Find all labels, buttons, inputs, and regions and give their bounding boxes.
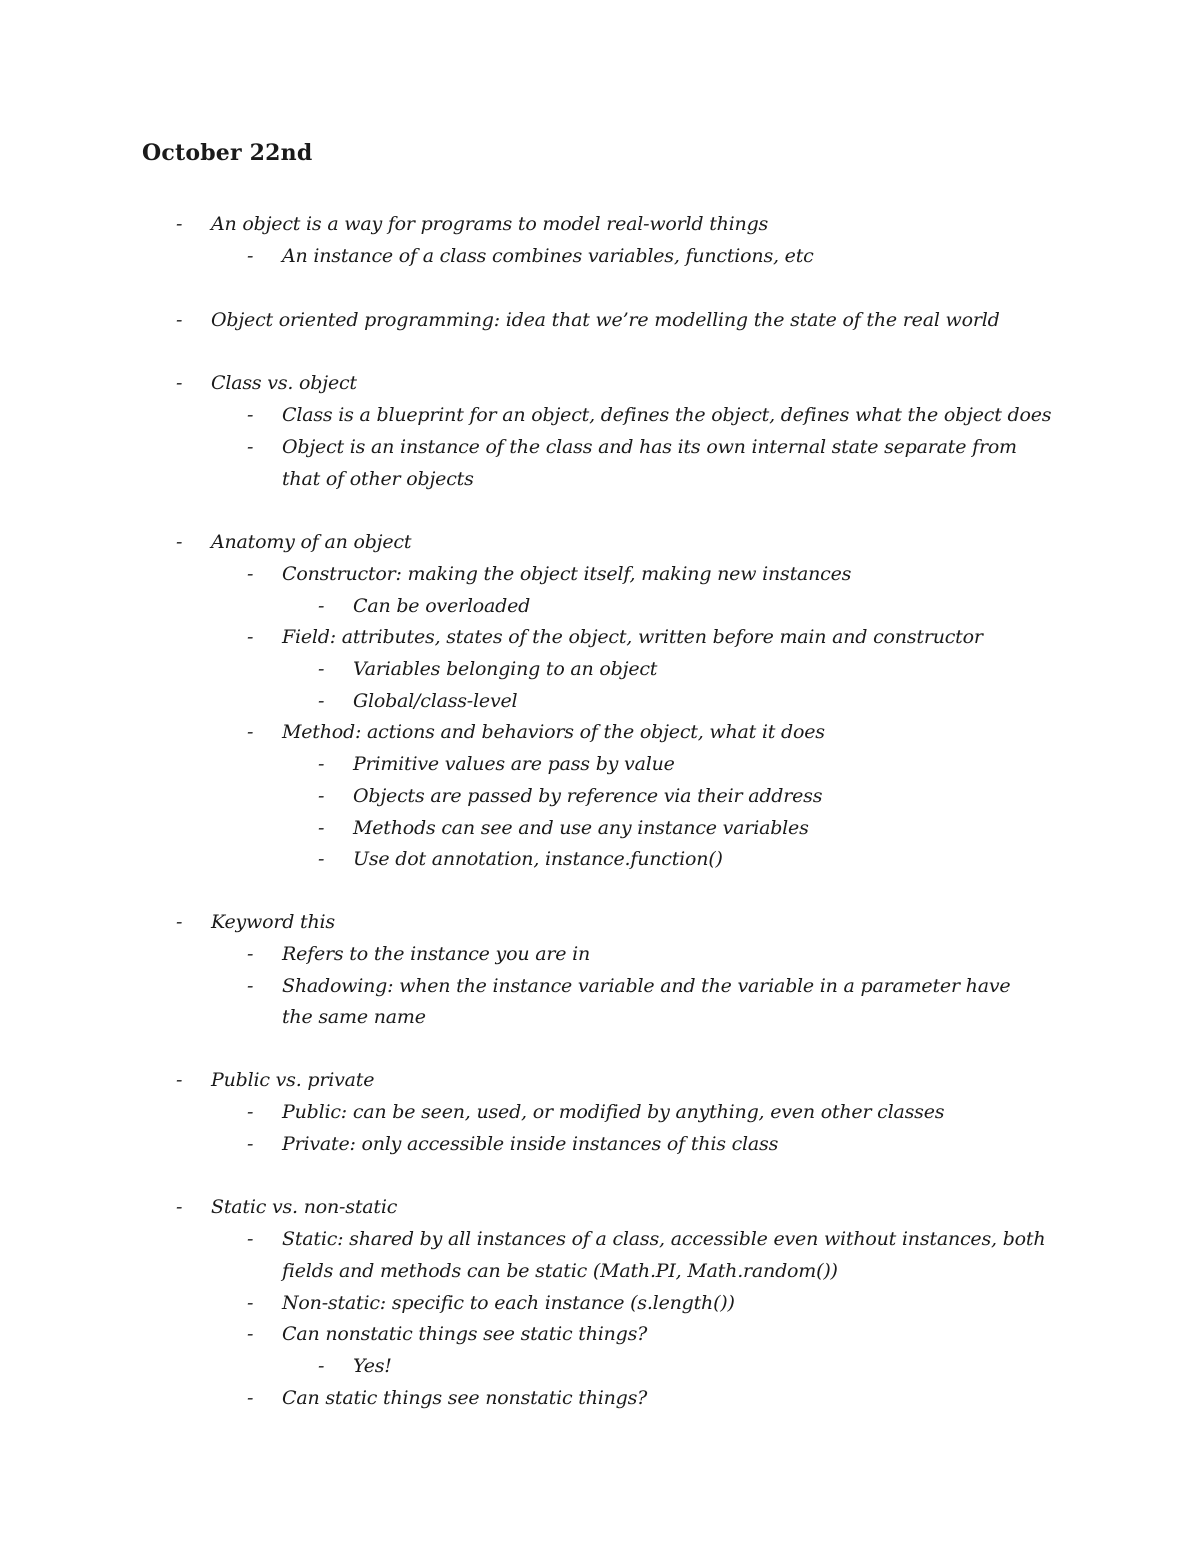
bullet-dash: - xyxy=(318,817,325,839)
bullet-dash: - xyxy=(247,436,254,458)
list-item-text: Keyword this xyxy=(211,911,335,933)
list-item-text: Refers to the instance you are in xyxy=(282,943,591,965)
bullet-dash: - xyxy=(247,943,254,965)
list-item-text: Shadowing: when the instance variable and the variable in a parameter have xyxy=(282,975,1011,997)
list-item-text: Object oriented programming: idea that we’re modelling the state of the real world xyxy=(211,309,1000,331)
bullet-dash: - xyxy=(247,245,254,267)
bullet-dash: - xyxy=(247,626,254,648)
list-item-text: Can be overloaded xyxy=(353,595,531,617)
bullet-dash: - xyxy=(318,1355,325,1377)
list-item-text: Method: actions and behaviors of the object, what it does xyxy=(282,721,825,743)
bullet-dash: - xyxy=(318,785,325,807)
list-item-text: Field: attributes, states of the object, written before main and constructor xyxy=(282,626,983,648)
bullet-dash: - xyxy=(247,721,254,743)
bullet-dash: - xyxy=(318,690,325,712)
bullet-dash: - xyxy=(176,372,183,394)
bullet-dash: - xyxy=(247,975,254,997)
bullet-dash: - xyxy=(247,1133,254,1155)
bullet-dash: - xyxy=(247,1228,254,1250)
list-item-text: the same name xyxy=(282,1006,426,1028)
page-title: October 22nd xyxy=(142,140,313,166)
bullet-dash: - xyxy=(176,1196,183,1218)
list-item-text: Yes! xyxy=(353,1355,392,1377)
list-item-text: Class is a blueprint for an object, defines the object, defines what the object does xyxy=(282,404,1052,426)
bullet-dash: - xyxy=(176,1069,183,1091)
bullet-dash: - xyxy=(247,1387,254,1409)
list-item-text: An object is a way for programs to model real-world things xyxy=(211,213,769,235)
list-item-text: Methods can see and use any instance variables xyxy=(353,817,809,839)
list-item-text: Public: can be seen, used, or modified by anything, even other classes xyxy=(282,1101,945,1123)
list-item-text: Can nonstatic things see static things? xyxy=(282,1323,648,1345)
list-item-text: Objects are passed by reference via their address xyxy=(353,785,823,807)
list-item-text: Anatomy of an object xyxy=(211,531,412,553)
bullet-dash: - xyxy=(176,911,183,933)
bullet-dash: - xyxy=(247,563,254,585)
bullet-dash: - xyxy=(247,404,254,426)
bullet-dash: - xyxy=(318,753,325,775)
bullet-dash: - xyxy=(247,1323,254,1345)
list-item-text: Non-static: specific to each instance (s.length()) xyxy=(282,1292,735,1314)
list-item-text: Class vs. object xyxy=(211,372,357,394)
bullet-dash: - xyxy=(247,1101,254,1123)
bullet-dash: - xyxy=(247,1292,254,1314)
list-item-text: An instance of a class combines variables, functions, etc xyxy=(282,245,814,267)
list-item-text: Public vs. private xyxy=(211,1069,375,1091)
list-item-text: Primitive values are pass by value xyxy=(353,753,675,775)
bullet-dash: - xyxy=(176,309,183,331)
list-item-text: Variables belonging to an object xyxy=(353,658,658,680)
bullet-dash: - xyxy=(318,595,325,617)
list-item-text: Static vs. non-static xyxy=(211,1196,398,1218)
bullet-dash: - xyxy=(176,531,183,553)
list-item-text: fields and methods can be static (Math.PI, Math.random()) xyxy=(282,1260,838,1282)
list-item-text: Object is an instance of the class and has its own internal state separate from xyxy=(282,436,1017,458)
list-item-text: Constructor: making the object itself, making new instances xyxy=(282,563,852,585)
list-item-text: Can static things see nonstatic things? xyxy=(282,1387,648,1409)
list-item-text: Private: only accessible inside instances of this class xyxy=(282,1133,779,1155)
list-item-text: Global/class-level xyxy=(353,690,518,712)
bullet-dash: - xyxy=(318,848,325,870)
list-item-text: Use dot annotation, instance.function() xyxy=(353,848,723,870)
list-item-text: that of other objects xyxy=(282,468,474,490)
bullet-dash: - xyxy=(318,658,325,680)
bullet-dash: - xyxy=(176,213,183,235)
list-item-text: Static: shared by all instances of a class, accessible even without instances, both xyxy=(282,1228,1046,1250)
